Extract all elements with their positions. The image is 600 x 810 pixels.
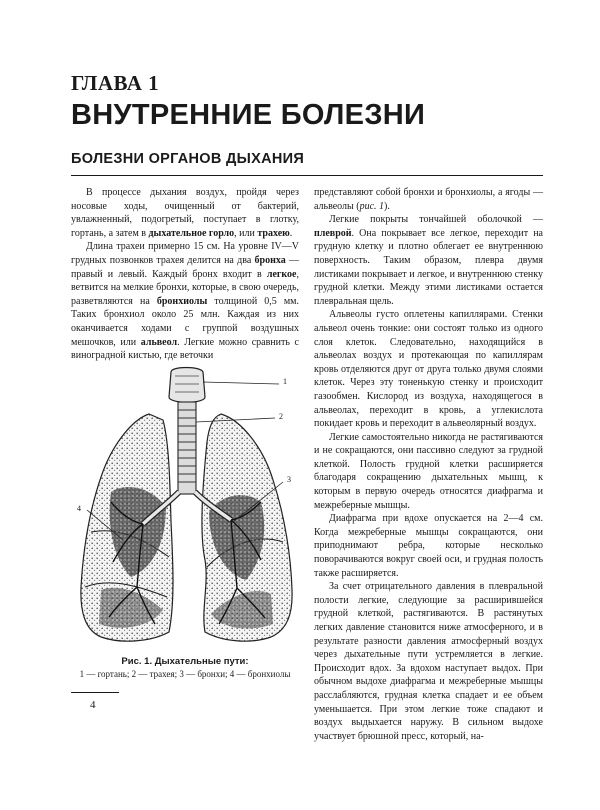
paragraph: Легкие самостоятельно никогда не растягиваются и не сокращаются, они пассивно следуют за грудной клеткой. Полость грудной клетки расширяется благодаря сокращению дыхательных мышц, к которым в первую очередь относятся диафрагма и межреберные мышцы. [314, 431, 543, 511]
paragraph: В процессе дыхания воздух, пройдя через носовые ходы, очищенный от бактерий, увлажненный, подогретый, поступает в глотку, гортань, а затем в дыхательное горло, или трахею. [71, 187, 299, 239]
figure-caption [71, 656, 299, 680]
paragraph: Длина трахеи примерно 15 см. На уровне IV—V грудных позвонков трахея делится на два бронха — правый и левый. Каждый бронх входит в легкое, ветвится на мелкие бронхи, которые, в свою очередь, разветвляются на бронхиолы толщиной 0,5 мм. Таких бронхиол около 25 млн. Каждая из них оканчивается ходами с группой воздушных мешочков, или альвеол. Легкие можно сравнить с виноградной кистью, где веточки [71, 241, 300, 362]
right-text-column [314, 186, 543, 743]
left-text-column [71, 186, 299, 363]
lungs-illustration [71, 362, 301, 652]
paragraph: За счет отрицательного давления в плевральной полости легкие, следующие за расширившейся грудной клеткой, растягиваются. В растянутых легких давление становится ниже атмосферного, и в результате разности давления атмосферный воздух через дыхательные пути устремляется в легкие. Происходит вдох. За вдохом наступает выдох. При обычном выдохе диафрагма и межреберные мышцы расслабляются, грудная клетка спадает и ее объем уменьшается. При этом легкие тоже спадают и воздух выдыхается наружу. В сильном выдохе участвует брюшной пресс, который, на- [314, 581, 543, 742]
respiratory-tract-figure [71, 362, 301, 810]
section-divider [71, 175, 543, 176]
paragraph: Легкие покрыты тончайшей оболочкой — плеврой. Она покрывает все легкое, переходит на грудную клетку и плотно облегает ее внутреннюю поверхность. Таким образом, плевра двумя листиками покрывает и легкое, и внутреннюю стенку грудной клетки. Между этими листиками остается плевральная щель. [314, 214, 543, 307]
section-heading: БОЛЕЗНИ ОРГАНОВ ДЫХАНИЯ [71, 151, 305, 167]
figure-label-4: 4 [77, 504, 81, 513]
figure-label-2: 2 [279, 412, 283, 421]
larynx-shape [169, 368, 205, 403]
trachea-shape [178, 402, 196, 494]
paragraph: Альвеолы густо оплетены капиллярами. Стенки альвеол очень тонкие: они состоят только из одного слоя клеток. Следовательно, находящийся в альвеолах воздух и протекающая по капиллярам кровь отделяются друг от друга только двумя слоями клеток. Через эту тоненькую стенку и происходит газообмен. Кислород из воздуха, находящегося в альвеолах, переходит в кровь, а углекислота покидает кровь и переходит в альвеолярный воздух. [314, 309, 543, 430]
figure-label-3: 3 [287, 475, 291, 484]
figure-label-1: 1 [283, 377, 287, 386]
chapter-title: ВНУТРЕННИЕ БОЛЕЗНИ [71, 99, 426, 131]
caption-text: 1 — гортань; 2 — трахея; 3 — бронхи; 4 — бронхиолы [79, 669, 291, 679]
footer-divider [71, 692, 119, 693]
caption-title: Рис. 1. Дыхательные пути: [121, 656, 249, 667]
page-number: 4 [90, 699, 96, 711]
paragraph: Диафрагма при вдохе опускается на 2—4 см. Когда межреберные мышцы сокращаются, они приподнимают ребра, которые несколько поворачиваются вокруг своей оси, и грудная полость также расширяется. [314, 513, 543, 579]
paragraph: представляют собой бронхи и бронхиолы, а ягоды — альвеолы (рис. 1). [314, 187, 543, 212]
chapter-heading: ГЛАВА 1 [71, 71, 160, 95]
